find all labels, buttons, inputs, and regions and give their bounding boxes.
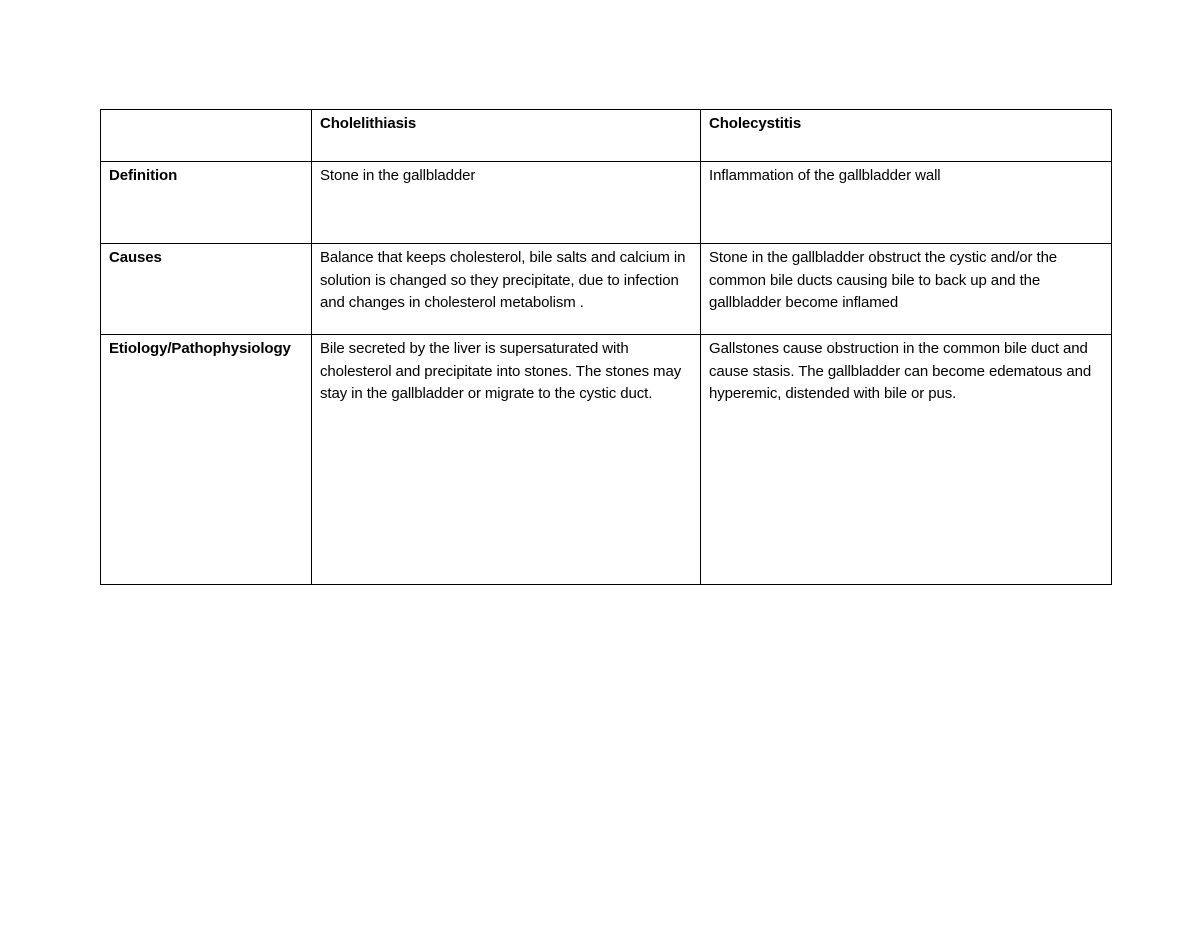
header-corner-cell [101, 110, 312, 162]
table-row [101, 162, 1112, 244]
header-cholelithiasis: Cholelithiasis [312, 110, 701, 162]
row-label-definition: Definition [101, 162, 312, 244]
cell-causes-cholelithiasis: Balance that keeps cholesterol, bile salts and calcium in solution is changed so they precipitate, due to infection and changes in cholesterol metabolism . [312, 244, 701, 335]
cell-etiology-cholelithiasis: Bile secreted by the liver is supersaturated with cholesterol and precipitate into stones. The stones may stay in the gallbladder or migrate to the cystic duct. [312, 335, 701, 585]
row-label-etiology: Etiology/Pathophysiology [101, 335, 312, 585]
comparison-table [100, 109, 1112, 585]
table-row [101, 335, 1112, 585]
table-header-row [101, 110, 1112, 162]
row-label-causes: Causes [101, 244, 312, 335]
cell-definition-cholelithiasis: Stone in the gallbladder [312, 162, 701, 244]
table-row [101, 244, 1112, 335]
cell-causes-cholecystitis: Stone in the gallbladder obstruct the cystic and/or the common bile ducts causing bile to back up and the gallbladder become inflamed [701, 244, 1112, 335]
cell-etiology-cholecystitis: Gallstones cause obstruction in the common bile duct and cause stasis. The gallbladder can become edematous and hyperemic, distended with bile or pus. [701, 335, 1112, 585]
header-cholecystitis: Cholecystitis [701, 110, 1112, 162]
cell-definition-cholecystitis: Inflammation of the gallbladder wall [701, 162, 1112, 244]
